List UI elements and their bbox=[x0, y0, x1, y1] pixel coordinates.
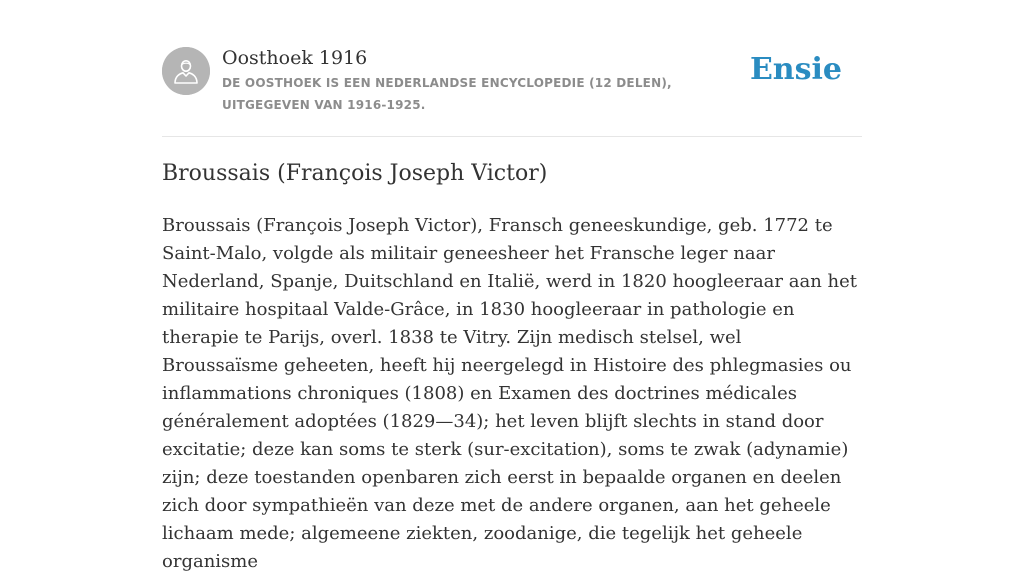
user-avatar-icon[interactable] bbox=[162, 47, 210, 95]
source-description: DE OOSTHOEK IS EEN NEDERLANDSE ENCYCLOPEDIE (12 DELEN), UITGEGEVEN VAN 1916-1925. bbox=[222, 76, 672, 112]
entry-title: Broussais (François Joseph Victor) bbox=[162, 161, 548, 186]
source-title[interactable]: Oosthoek 1916 bbox=[222, 47, 368, 69]
ensie-logo-link[interactable]: Ensie bbox=[749, 52, 842, 87]
page-container bbox=[162, 0, 862, 572]
source-header bbox=[162, 0, 862, 137]
entry-body-text: Broussais (François Joseph Victor), Fransch geneeskundige, geb. 1772 te Saint-Malo, volgde als militair geneesheer het Fransche leger naar Nederland, Spanje, Duitschland en Italië, werd in 1820 hoogleeraar aan het militaire hospitaal Valde-Grâce, in 1830 hoogleeraar in pathologie en therapie te Parijs, overl. 1838 te Vitry. Zijn medisch stelsel, wel Broussaïsme geheeten, heeft hij neergelegd in Histoire des phlegmasies ou inflammations chroniques (1808) en Examen des doctrines médicales généralement adoptées (1829—34); het leven blijft slechts in stand door excitatie; deze kan soms te sterk (sur-excitation), soms te zwak (adynamie) zijn; deze toestanden openbaren zich eerst in bepaalde organen en deelen zich door sympathieën van deze met de andere organen, aan het geheele lichaam mede; algemeene ziekten, zoodanige, die tegelijk het geheele organisme bbox=[162, 215, 857, 572]
